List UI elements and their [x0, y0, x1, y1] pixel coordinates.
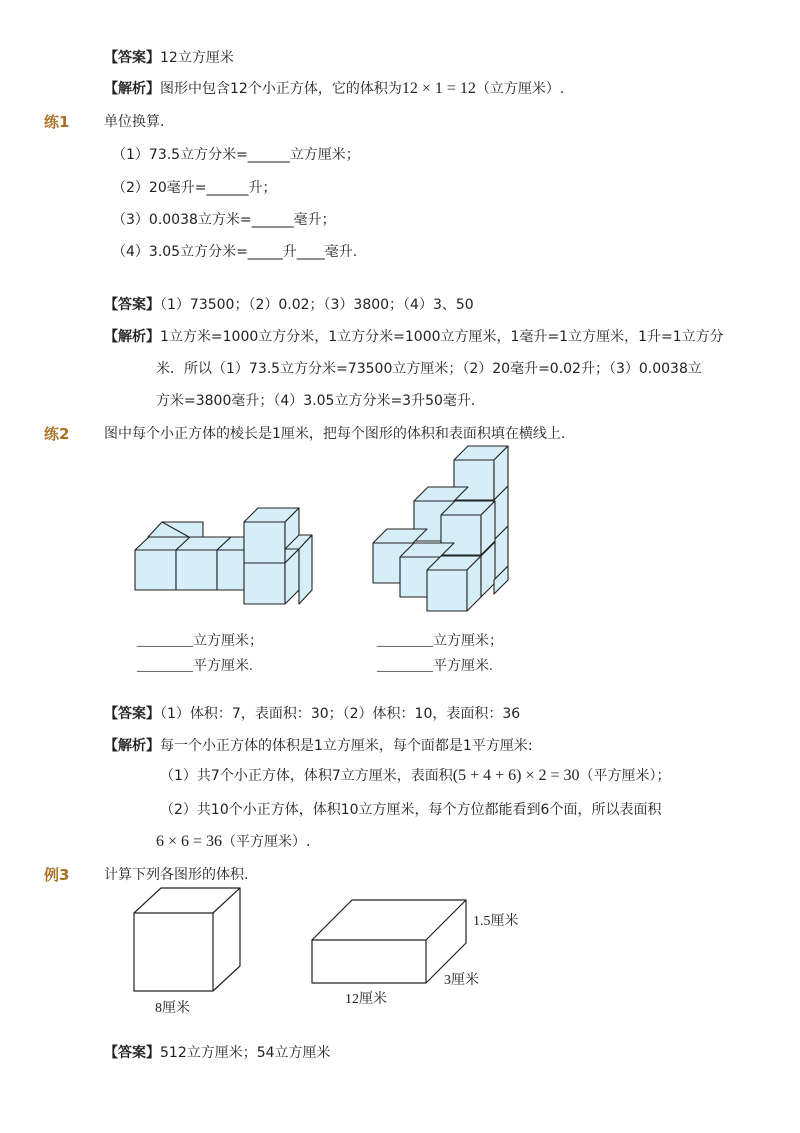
analysis-text: 每一个小正方体的体积是1立方厘米，每个面都是1平方厘米: — [160, 738, 533, 754]
answer-tag: 【答案】 — [104, 50, 160, 66]
ex2-analysis-line-3: （2）共10个小正方体，体积10立方厘米，每个方位都能看到6个面，所以表面积 — [160, 802, 662, 818]
box-length-label: 12厘米 — [345, 992, 387, 1007]
section-label-ex2: 练2 — [44, 425, 70, 443]
analysis-math: 12 × 1 = 12 — [401, 80, 476, 97]
analysis-tag: 【解析】 — [104, 738, 160, 754]
ex3-answer-line — [104, 1042, 331, 1062]
analysis-suffix: （平方厘米）； — [579, 768, 671, 784]
analysis-math: 6 × 6 = 36 — [156, 833, 223, 850]
right-volume-blank: ________立方厘米； — [377, 634, 503, 649]
answer-tag: 【答案】 — [104, 706, 160, 722]
ex3-title: 计算下列各图形的体积. — [104, 867, 249, 883]
analysis-text: 1立方米=1000立方分米，1立方分米=1000立方厘米，1毫升=1立方厘米，1升=1立方分 — [160, 329, 724, 345]
analysis-suffix: （平方厘米）. — [222, 834, 311, 850]
analysis-suffix: （立方厘米）. — [475, 81, 565, 97]
box-height-label: 1.5厘米 — [473, 914, 519, 929]
ex1-item-2: （2）20毫升=______升； — [112, 180, 277, 196]
cube-edge-label: 8厘米 — [155, 1001, 190, 1016]
ex2-title: 图中每个小正方体的棱长是1厘米，把每个图形的体积和表面积填在横线上. — [104, 426, 566, 442]
analysis-text: 图形中包含12个小正方体，它的体积为 — [160, 81, 402, 97]
analysis-math: (5 + 4 + 6) × 2 = 30 — [452, 767, 580, 784]
ex1-item-4: （4）3.05立方分米=_____升____毫升. — [112, 244, 358, 260]
answer-text: （1）73500；（2）0.02；（3）3800；（4）3、50 — [160, 297, 474, 313]
box-depth-label: 3厘米 — [444, 973, 479, 988]
right-area-blank: ________平方厘米. — [377, 659, 493, 674]
ex1-title: 单位换算. — [104, 114, 165, 130]
ex1-item-1: （1）73.5立方分米=______立方厘米； — [112, 147, 360, 163]
answer-tag: 【答案】 — [104, 297, 160, 313]
left-volume-blank: ________立方厘米； — [137, 634, 263, 649]
left-area-blank: ________平方厘米. — [137, 659, 253, 674]
section-label-ex3: 例3 — [44, 866, 70, 884]
ex1-analysis-line-3: 方米=3800毫升；（4）3.05立方分米=3升50毫升. — [156, 393, 476, 409]
answer-text: 12立方厘米 — [160, 50, 234, 66]
section-label-ex1: 练1 — [44, 113, 70, 131]
answer-text: （1）体积：7，表面积：30；（2）体积：10，表面积：36 — [160, 706, 521, 722]
answer-text: 512立方厘米；54立方厘米 — [160, 1045, 331, 1061]
answer-tag: 【答案】 — [104, 1045, 160, 1061]
analysis-tag: 【解析】 — [104, 329, 160, 345]
ex1-analysis-line-2: 米．所以（1）73.5立方分米=73500立方厘米；（2）20毫升=0.02升；（3）0.0038立 — [156, 361, 702, 377]
analysis-text: （1）共7个小正方体，体积7立方厘米，表面积 — [160, 768, 453, 784]
analysis-tag: 【解析】 — [104, 81, 160, 97]
ex1-item-3: （3）0.0038立方米=______毫升； — [112, 212, 336, 228]
